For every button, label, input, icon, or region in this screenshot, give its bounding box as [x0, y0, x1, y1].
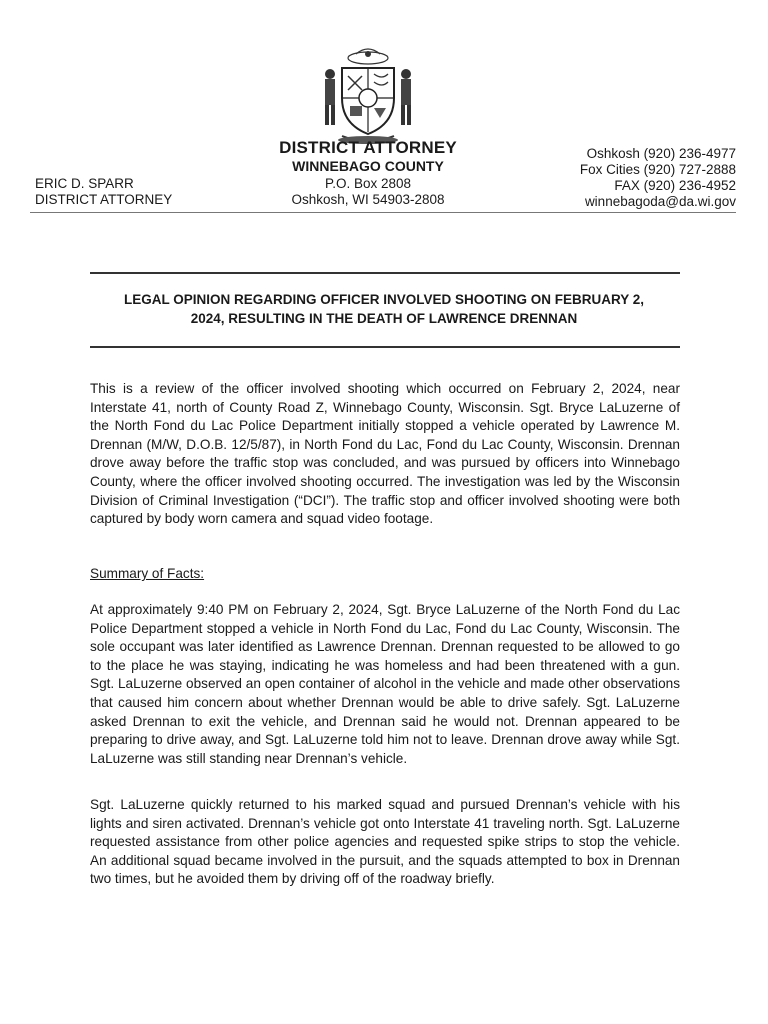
heading-line-1: LEGAL OPINION REGARDING OFFICER INVOLVED SHOOTING ON FEBRUARY 2, [123, 292, 645, 307]
heading-top-rule [90, 272, 680, 274]
attorney-position: DISTRICT ATTORNEY [35, 192, 173, 207]
summary-of-facts-heading: Summary of Facts: [90, 566, 205, 581]
attorney-name-block [35, 176, 172, 208]
facts-paragraph-1: At approximately 9:40 PM on February 2, 2024, Sgt. Bryce LaLuzerne of the North Fond du Lac Police Department stopped a vehicle in North Fond du Lac, Fond du Lac County, Wisconsin. The sole occupant was later identified as Lawrence Drennan. Drennan requested to be allowed to go to the place he was staying, indicating he was homeless and had been threatened with a gun. Sgt. LaLuzerne observed an open container of alcohol in the vehicle and made other observations that caused him concern about whether Drennan would be able to drive safely. Sgt. LaLuzerne asked Drennan to exit the vehicle, and Drennan said he would not. Drennan appeared to be preparing to drive away, and Sgt. LaLuzerne told him not to leave. Drennan drove away while Sgt. LaLuzerne was still standing near Drennan’s vehicle. [90, 602, 680, 766]
city-state-zip: Oshkosh, WI 54903-2808 [291, 192, 445, 207]
po-box: P.O. Box 2808 [324, 176, 412, 191]
wisconsin-seal-logo [312, 42, 424, 146]
phone-fox-cities: Fox Cities (920) 727-2888 [579, 162, 736, 177]
heading-bottom-rule [90, 346, 680, 348]
heading-line-2: 2024, RESULTING IN THE DEATH OF LAWRENCE DRENNAN [190, 311, 578, 326]
letterhead-divider [30, 212, 736, 213]
county-name: WINNEBAGO COUNTY [292, 158, 444, 174]
document-heading [84, 290, 684, 328]
intro-paragraph: This is a review of the officer involved shooting which occurred on February 2, 2024, near Interstate 41, north of County Road Z, Winnebago County, Wisconsin. Sgt. Bryce LaLuzerne of the North Fond du Lac Police Department initially stopped a vehicle operated by Lawrence M. Drennan (M/W, D.O.B. 12/5/87), in North Fond du Lac, Fond du Lac County, Wisconsin. Drennan drove away before the traffic stop was concluded, and was pursued by officers into Winnebago County, where the officer involved shooting occurred. The investigation was led by the Wisconsin Division of Criminal Investigation (“DCI”). The traffic stop and officer involved shooting were both captured by body worn camera and squad video footage. [90, 381, 680, 527]
phone-oshkosh: Oshkosh (920) 236-4977 [586, 146, 736, 161]
facts-paragraph-2: Sgt. LaLuzerne quickly returned to his marked squad and pursued Drennan’s vehicle with his lights and siren activated. Drennan’s vehicle got onto Interstate 41 traveling north. Sgt. LaLuzerne requested assistance from other police agencies and requested spike strips to stop the vehicle. An additional squad became involved in the pursuit, and the squads attempted to box in Drennan two times, but he avoided them by driving off of the roadway briefly. [90, 797, 680, 887]
fax-number: FAX (920) 236-4952 [614, 178, 736, 193]
contact-block [580, 146, 736, 210]
email-address: winnebagoda@da.wi.gov [584, 194, 736, 209]
office-title: DISTRICT ATTORNEY [279, 138, 457, 157]
attorney-name: ERIC D. SPARR [35, 176, 134, 191]
